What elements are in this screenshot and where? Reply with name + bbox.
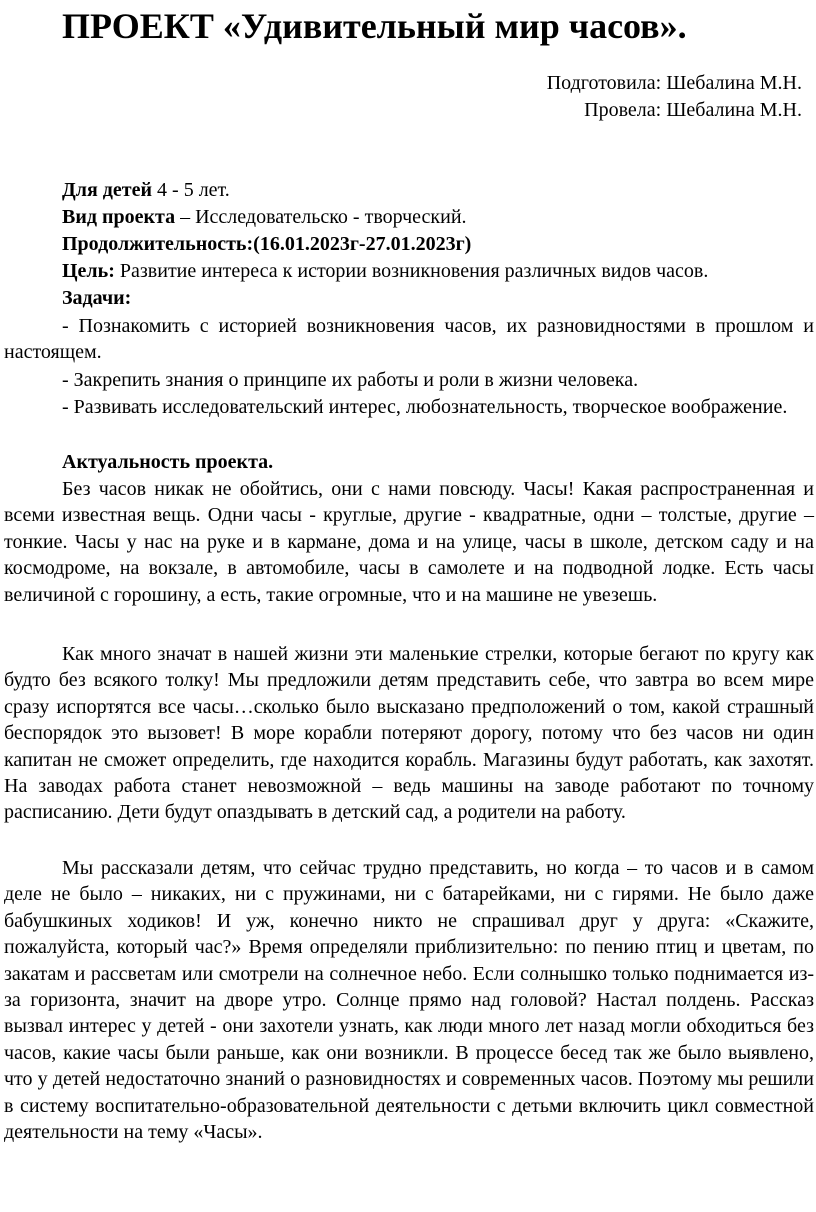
body-paragraph: Как много значат в нашей жизни эти маленькие стрелки, которые бегают по кругу как будто без всякого толку! Мы предложили детям представить себе, что завтра во всем мире сразу испортятся все часы…сколько было высказано предположений о том, какой страшный беспорядок это вызовет! В море корабли потеряют дорогу, потому что без часов ни один капитан не сможет определить, где находится корабль. Магазины будут работать, как захотят. На заводах работа станет невозможной – ведь машины на заводе работают по точному расписанию. Дети будут опаздывать в детский сад, а родители на работу. [4, 643, 814, 824]
task-item: - Познакомить с историей возникновения часов, их разновидностями в прошлом и настоящем. [4, 315, 814, 364]
conducted-by: Провела: Шебалина М.Н. [584, 99, 802, 121]
type-label: Вид проекта [62, 206, 176, 228]
prepared-by: Подготовила: Шебалина М.Н. [546, 72, 802, 94]
type-line [62, 204, 467, 230]
task-item: - Развивать исследовательский интерес, любознательность, творческое воображение. [62, 396, 788, 418]
age-value: 4 - 5 лет. [152, 179, 230, 201]
body-paragraph: Без часов никак не обойтись, они с нами повсюду. Часы! Какая распространенная и всеми известная вещь. Одни часы - круглые, другие - квадратные, одни – толстые, другие – тонкие. Часы у нас на руке и в кармане, дома и на улице, часы в школе, детском саду и на космодроме, на вокзале, в автомобиле, часы в самолете и на подводной лодке. Есть часы величиной с горошину, а есть, такие огромные, что и на машине не увезешь. [4, 478, 814, 606]
goal-label: Цель: [62, 260, 115, 282]
relevance-heading [62, 449, 273, 475]
goal-line [62, 258, 708, 284]
duration-label: Продолжительность:(16.01.2023г-27.01.2023г) [62, 233, 472, 255]
task-item: - Закрепить знания о принципе их работы и роли в жизни человека. [62, 369, 639, 391]
tasks-heading [62, 285, 131, 311]
relevance-heading-text: Актуальность проекта. [62, 451, 274, 473]
body-paragraph: Мы рассказали детям, что сейчас трудно представить, но когда – то часов и в самом деле не было – никаких, ни с пружинами, ни с батарейками, ни с гирями. Не было даже бабушкиных ходиков! И уж, конечно никто не спрашивал друг у друга: «Скажите, пожалуйста, который час?» Время определяли приблизительно: по пению птиц и цветам, по закатам и рассветам или смотрели на солнечное небо. Если солнышко только поднимается из-за горизонта, значит на дворе утро. Солнце прямо над головой? Настал полдень. Рассказ вызвал интерес у детей - они захотели узнать, как люди много лет назад могли обходиться без часов, какие часы были раньше, как они возникли. В процессе бесед так же было выявлено, что у детей недостаточно знаний о разновидностях и современных часов. Поэтому мы решили в систему воспитательно-образовательной деятельности с детьми включить цикл совместной деятельности на тему «Часы». [4, 857, 814, 1144]
type-value: – Исследовательско - творческий. [175, 206, 467, 228]
tasks-label: Задачи: [62, 287, 132, 309]
age-line [62, 177, 230, 203]
page-title: ПРОЕКТ «Удивительный мир часов». [62, 6, 687, 46]
duration-line [62, 231, 471, 257]
goal-value: Развитие интереса к истории возникновения различных видов часов. [114, 260, 709, 282]
age-label: Для детей [62, 179, 153, 201]
